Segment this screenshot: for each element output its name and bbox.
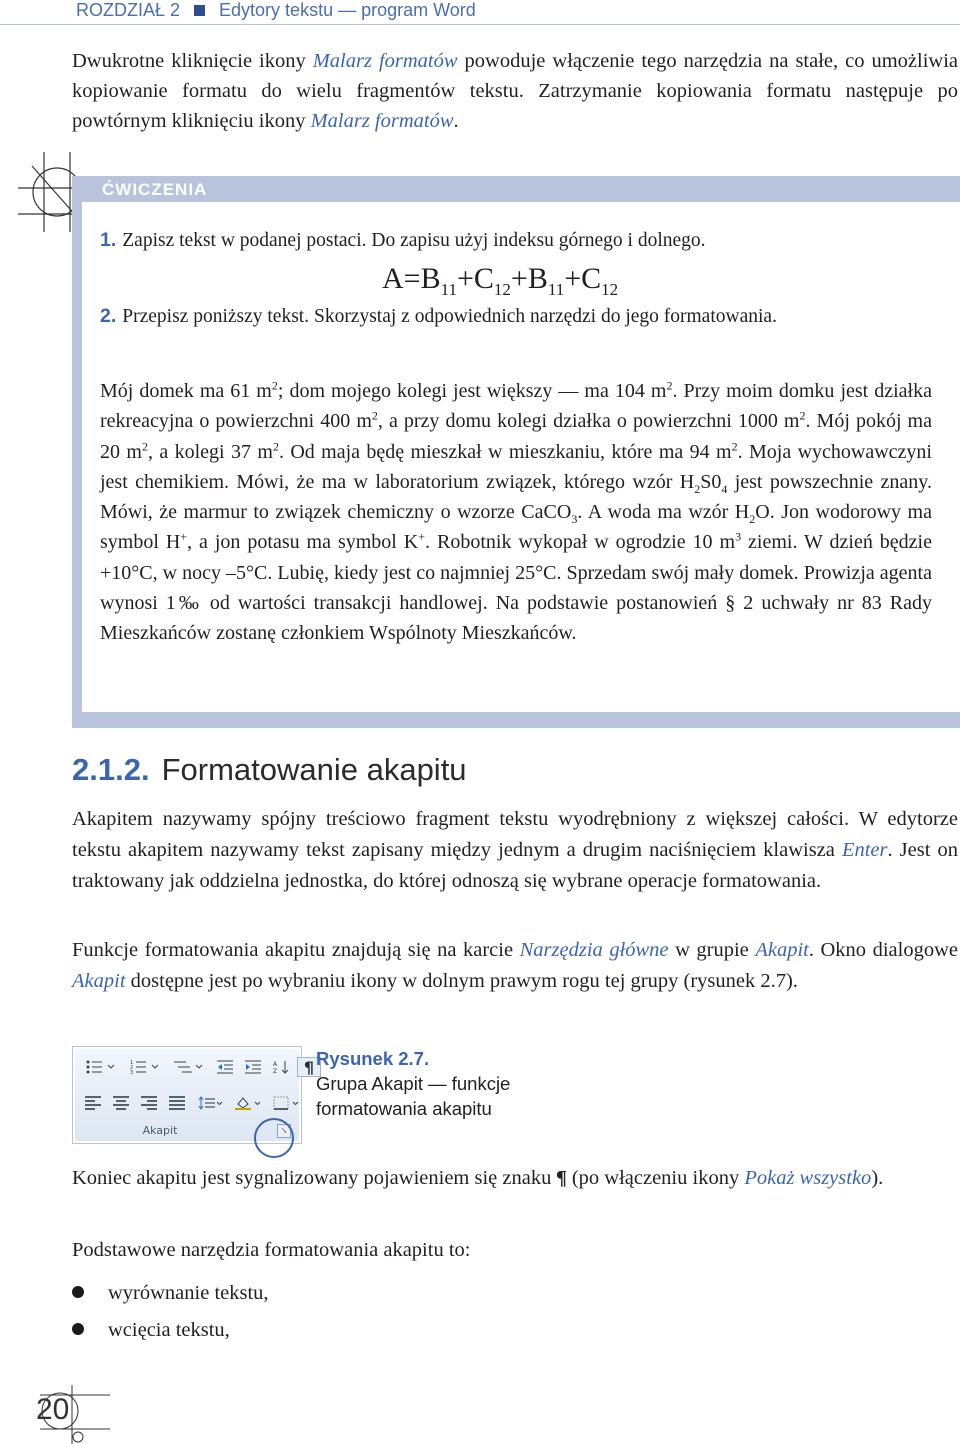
body-sup: 2 (799, 408, 806, 423)
bullet-icon (72, 1323, 84, 1335)
launcher-highlight-circle (254, 1118, 294, 1158)
body-text: O. Jon wodorowy ma symbol H (100, 501, 932, 554)
list-item-text: wcięcia tekstu, (108, 1319, 230, 1341)
body-sup: 2 (141, 438, 148, 453)
caption-line-2: formatowania akapitu (316, 1098, 492, 1119)
formula-part-d: +C (564, 262, 602, 295)
list-item (72, 1315, 230, 1345)
body-sup: 2 (272, 438, 279, 453)
intro-paragraph (72, 46, 958, 136)
p2-text-2: . Jest on traktowany jak oddzielna jednostka, do której odnoszą się wybrane operacje formatowania. (72, 839, 958, 892)
pilcrow-icon: ¶ (303, 1057, 315, 1077)
body-text: , a kolegi 37 m (147, 440, 273, 463)
p3-text-3: . Okno dialogowe (808, 939, 958, 961)
body-text: . Od maja będę mieszkał w mieszkaniu, które ma 94 m (278, 440, 732, 463)
body-sup: 2 (371, 408, 378, 423)
caption-title: Rysunek 2.7. (316, 1048, 430, 1069)
p4-text-3: ). (871, 1167, 884, 1189)
p3-text-4: dostępne jest po wybraniu ikony w dolnym prawym rogu tej grupy (rysunek 2.7). (125, 970, 798, 992)
formula-part-b: +C (456, 262, 494, 295)
sort-icon[interactable] (269, 1057, 293, 1077)
justify-icon[interactable] (165, 1093, 189, 1113)
exercises-title: ĆWICZENIA (102, 180, 208, 199)
list-item-text: wyrównanie tekstu, (108, 1282, 269, 1304)
align-right-icon[interactable] (137, 1093, 161, 1113)
body-sup: 2 (731, 438, 738, 453)
body-sub: 2 (749, 512, 756, 527)
body-sub: 4 (721, 481, 728, 496)
intro-text-1: Dwukrotne kliknięcie ikony (72, 50, 313, 72)
section-heading (72, 752, 467, 788)
body-sup: + (418, 529, 426, 544)
formula-sub-1: 11 (440, 280, 457, 299)
enter-key-term: Enter (841, 839, 888, 861)
p3-text-2: w grupie (668, 939, 756, 961)
pilcrow-mark: ¶ (556, 1167, 567, 1189)
line-spacing-icon[interactable] (193, 1093, 227, 1113)
intro-text-2: powoduje włączenie tego narzędzia na stałe, co umożliwia kopiowanie formatu do wielu fragmentów tekstu. Zatrzymanie kopiowania formatu następuje po powtórnym kliknięciu ikony (72, 50, 959, 132)
body-text: Mój domek ma 61 m (100, 380, 272, 402)
paragraph-akapit-definition (72, 804, 958, 897)
caption-line-1: Grupa Akapit — funkcje (316, 1073, 511, 1094)
body-text: ziemi. W dzień będzie +10°C, w nocy –5°C. Lubię, kiedy jest co najmniej 25°C. Sprzedam swój mały domek. Prowizja agenta wynosi 1‰ od wartości transakcji handlowej. Na podstawie postanowień § 2 uchwały nr 83 Rady Mieszkańców zostanę członkiem Wspólnoty Mieszkańców. (100, 531, 932, 645)
exercise-2-number: 2. (100, 305, 117, 327)
show-all-term: Pokaż wszystko (744, 1167, 872, 1189)
tab-term: Narzędzia główne (519, 939, 669, 961)
paragraph-pilcrow (72, 1163, 958, 1193)
body-sup: + (180, 529, 188, 544)
intro-term-1: Malarz formatów (312, 50, 458, 72)
exercise-1-number: 1. (100, 229, 117, 251)
formula (382, 262, 619, 299)
body-sup: 2 (271, 378, 278, 393)
paragraph-tools-intro: Podstawowe narzędzia formatowania akapitu to: (72, 1239, 471, 1261)
dialog-term: Akapit (72, 970, 126, 992)
multilevel-list-icon[interactable] (169, 1057, 209, 1077)
figure-caption (316, 1046, 510, 1121)
page-number: 20 (36, 1393, 70, 1426)
section-number: 2.1.2. (72, 752, 150, 787)
formula-sub-4: 12 (601, 280, 619, 299)
align-center-icon[interactable] (109, 1093, 133, 1113)
decrease-indent-icon[interactable] (213, 1057, 237, 1077)
list-item (72, 1278, 269, 1308)
formula-part-a: A=B (382, 262, 441, 295)
align-left-icon[interactable] (81, 1093, 105, 1113)
bullet-icon (72, 1286, 84, 1298)
formula-sub-3: 11 (547, 280, 565, 299)
p4-text-2: (po włączeniu ikony (566, 1167, 745, 1189)
increase-indent-icon[interactable] (241, 1057, 265, 1077)
exercise-2 (100, 302, 930, 331)
body-text: . Przy moim domku jest działka rekreacyjna o powierzchni 400 m (100, 380, 932, 433)
p2-text-1: Akapitem nazywamy spójny treściowo fragment tekstu wyodrębniony z większej całości. W edytorze tekstu akapitem nazywamy tekst zapisany między jednym a drugim naciśnięciem klawisza (72, 808, 958, 861)
body-text: jest powszechnie znany. Mówi, że marmur to związek chemiczny o wzorze CaCO (100, 470, 932, 524)
intro-text-3: . (453, 110, 459, 132)
svg-text:Z: Z (273, 1068, 278, 1074)
body-text: . Robotnik wykopał w ogrodzie 10 m (425, 531, 736, 554)
exercise-2-text: Przepisz poniższy tekst. Skorzystaj z odpowiednich narzędzi do jego formatowania. (122, 306, 777, 327)
exercise-2-body (100, 376, 932, 649)
body-text: , a jon potasu ma symbol K (187, 531, 419, 554)
body-text: ; dom mojego kolegi jest większy — ma 104 m (277, 380, 667, 402)
body-text: . Moja wychowawczyni jest chemikiem. Mówi, że ma w laboratorium związek, którego wzór H (100, 440, 932, 493)
formula-sub-2: 12 (493, 280, 511, 299)
svg-text:A: A (273, 1061, 278, 1068)
running-header (76, 0, 476, 21)
dialog-launcher-icon[interactable]: ↘ (277, 1124, 291, 1138)
paragraph-akapit-functions (72, 935, 958, 997)
header-title: Edytory tekstu — program Word (219, 0, 476, 20)
exercise-1 (100, 226, 706, 255)
body-text: S0 (700, 470, 722, 493)
bullets-list-icon[interactable] (81, 1057, 121, 1077)
ribbon-row-1 (81, 1057, 321, 1077)
intro-term-2: Malarz formatów (310, 110, 454, 132)
body-sup: 3 (735, 529, 742, 544)
body-sub: 3 (571, 512, 578, 527)
body-sup: 2 (666, 378, 673, 393)
p3-text-1: Funkcje formatowania akapitu znajdują się na karcie (72, 939, 520, 961)
svg-text:2: 2 (130, 1065, 134, 1071)
section-title: Formatowanie akapitu (161, 752, 467, 787)
body-text: , a przy domu kolegi działka o powierzchni 1000 m (377, 410, 800, 433)
svg-text:1: 1 (130, 1060, 134, 1066)
ribbon-group-label: Akapit (142, 1124, 178, 1137)
p4-text-1: Koniec akapitu jest sygnalizowany pojawieniem się znaku (72, 1167, 557, 1189)
header-divider (0, 24, 960, 25)
ribbon-row-2 (81, 1093, 303, 1113)
numbered-list-icon[interactable] (125, 1057, 165, 1077)
exercise-1-text: Zapisz tekst w podanej postaci. Do zapisu użyj indeksu górnego i dolnego. (122, 230, 706, 251)
shading-icon[interactable] (231, 1093, 265, 1113)
formula-part-c: +B (510, 262, 548, 295)
header-square-icon (194, 5, 205, 16)
body-text: . Mój pokój ma 20 m (100, 410, 932, 463)
chapter-label: ROZDZIAŁ 2 (76, 0, 181, 20)
body-sub: 2 (694, 481, 701, 496)
svg-text:3: 3 (130, 1070, 134, 1074)
borders-icon[interactable] (269, 1093, 303, 1113)
group-term: Akapit (755, 939, 809, 961)
body-text: . A woda ma wzór H (577, 501, 750, 524)
